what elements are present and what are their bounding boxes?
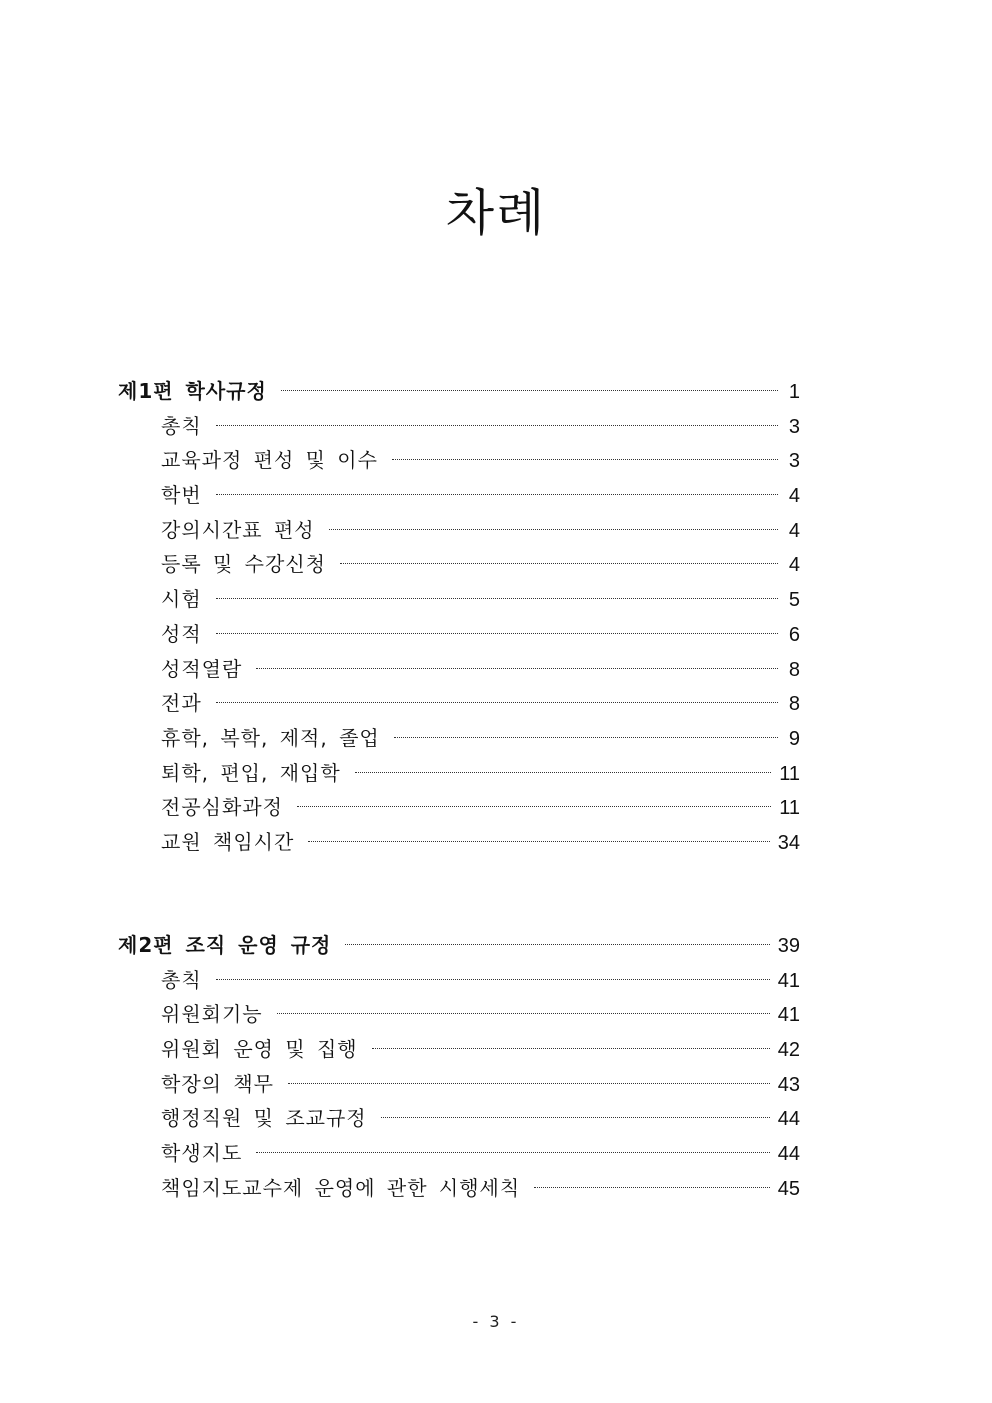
toc-entry[interactable] — [118, 617, 800, 652]
toc-dot-leader — [340, 563, 778, 564]
toc-entry-label: 전과 — [161, 691, 202, 716]
toc-entry[interactable] — [118, 963, 800, 998]
toc-dot-leader — [216, 598, 778, 599]
toc-page-number: 4 — [788, 519, 800, 542]
toc-page-number: 41 — [777, 1004, 800, 1027]
toc-dot-leader — [281, 390, 778, 391]
toc-entry[interactable] — [118, 547, 800, 582]
toc-dot-leader — [288, 1083, 770, 1084]
toc-page-number: 3 — [788, 415, 800, 438]
toc-dot-leader — [355, 772, 772, 773]
toc-entry-label: 휴학, 복학, 제적, 졸업 — [161, 725, 380, 750]
toc-heading-label: 제2편 조직 운영 규정 — [118, 933, 332, 957]
toc-dot-leader — [256, 1152, 769, 1153]
toc-dot-leader — [381, 1117, 770, 1118]
toc-page-number: 45 — [777, 1177, 800, 1200]
toc-dot-leader — [256, 668, 778, 669]
toc-page-number: 4 — [788, 554, 800, 577]
toc-page-number: 9 — [788, 727, 800, 750]
toc-entry-label: 시험 — [161, 587, 202, 612]
toc-entry[interactable] — [118, 997, 800, 1032]
toc-entry-label: 학장의 책무 — [161, 1071, 274, 1096]
toc-dot-leader — [345, 944, 769, 945]
toc-dot-leader — [329, 529, 778, 530]
toc-dot-leader — [216, 979, 770, 980]
toc-entry[interactable] — [118, 443, 800, 478]
toc-entry[interactable] — [118, 1136, 800, 1171]
toc-page-number: 6 — [788, 623, 800, 646]
toc-page-number: 8 — [788, 658, 800, 681]
toc-dot-leader — [216, 425, 778, 426]
toc-dot-leader — [216, 633, 778, 634]
toc-entry-label: 성적열람 — [161, 656, 243, 681]
toc-entry-label: 성적 — [161, 621, 202, 646]
toc-entry-label: 행정직원 및 조교규정 — [161, 1106, 367, 1131]
toc-page-number: 11 — [779, 762, 800, 785]
toc-dot-leader — [534, 1187, 770, 1188]
toc-dot-leader — [277, 1013, 770, 1014]
toc-dot-leader — [216, 702, 778, 703]
toc-entry[interactable] — [118, 721, 800, 756]
toc-dot-leader — [392, 459, 778, 460]
toc-entry[interactable] — [118, 652, 800, 687]
toc-entry-label: 학번 — [161, 483, 202, 508]
toc-entry-label: 학생지도 — [161, 1141, 243, 1166]
toc-dot-leader — [394, 737, 778, 738]
toc-page-number: 11 — [779, 797, 800, 820]
toc-page-number: 8 — [788, 693, 800, 716]
toc-page-number: 44 — [777, 1108, 800, 1131]
toc-section-2 — [118, 928, 800, 1206]
page-title: 차례 — [445, 184, 547, 242]
toc-dot-leader — [297, 806, 771, 807]
toc-entry-label: 강의시간표 편성 — [161, 517, 315, 542]
toc-entry[interactable] — [118, 582, 800, 617]
toc-page-number: 5 — [788, 589, 800, 612]
toc-dot-leader — [308, 841, 769, 842]
toc-dot-leader — [372, 1048, 770, 1049]
toc-entry[interactable] — [118, 825, 800, 860]
toc-page-number: 3 — [788, 450, 800, 473]
toc-entry[interactable] — [118, 409, 800, 444]
toc-entry[interactable] — [118, 686, 800, 721]
toc-entry-label: 교원 책임시간 — [161, 829, 295, 854]
toc-entry[interactable] — [118, 1101, 800, 1136]
toc-entry-label: 전공심화과정 — [161, 795, 283, 820]
toc-entry[interactable] — [118, 790, 800, 825]
toc-heading[interactable] — [118, 374, 800, 409]
toc-section-1 — [118, 374, 800, 860]
toc-page-number: 4 — [788, 485, 800, 508]
toc-entry-label: 교육과정 편성 및 이수 — [161, 448, 378, 473]
toc-entry-label: 위원회 운영 및 집행 — [161, 1037, 358, 1062]
toc-entry-label: 등록 및 수강신청 — [161, 552, 326, 577]
toc-page-number: 41 — [777, 969, 800, 992]
toc-page-number: 43 — [777, 1073, 800, 1096]
toc-entry[interactable] — [118, 1032, 800, 1067]
toc-entry-label: 총칙 — [161, 967, 202, 992]
toc-entry[interactable] — [118, 513, 800, 548]
toc-page-number: 42 — [777, 1039, 800, 1062]
toc-entry-label: 책임지도교수제 운영에 관한 시행세칙 — [161, 1175, 521, 1200]
toc-page-number: 44 — [777, 1143, 800, 1166]
toc-entry-label: 퇴학, 편입, 재입학 — [161, 760, 341, 785]
toc-page-number: 39 — [777, 935, 800, 957]
toc-entry[interactable] — [118, 1067, 800, 1102]
toc-page-number: 1 — [788, 381, 800, 403]
toc-entry-label: 위원회기능 — [161, 1002, 263, 1027]
toc-heading[interactable] — [118, 928, 800, 963]
toc-entry[interactable] — [118, 478, 800, 513]
toc-page-number: 34 — [777, 831, 800, 854]
toc-entry[interactable] — [118, 1171, 800, 1206]
toc-entry[interactable] — [118, 756, 800, 791]
toc-heading-label: 제1편 학사규정 — [118, 379, 267, 403]
page-number-footer: - 3 - — [472, 1312, 520, 1331]
toc-dot-leader — [216, 494, 778, 495]
toc-entry-label: 총칙 — [161, 413, 202, 438]
